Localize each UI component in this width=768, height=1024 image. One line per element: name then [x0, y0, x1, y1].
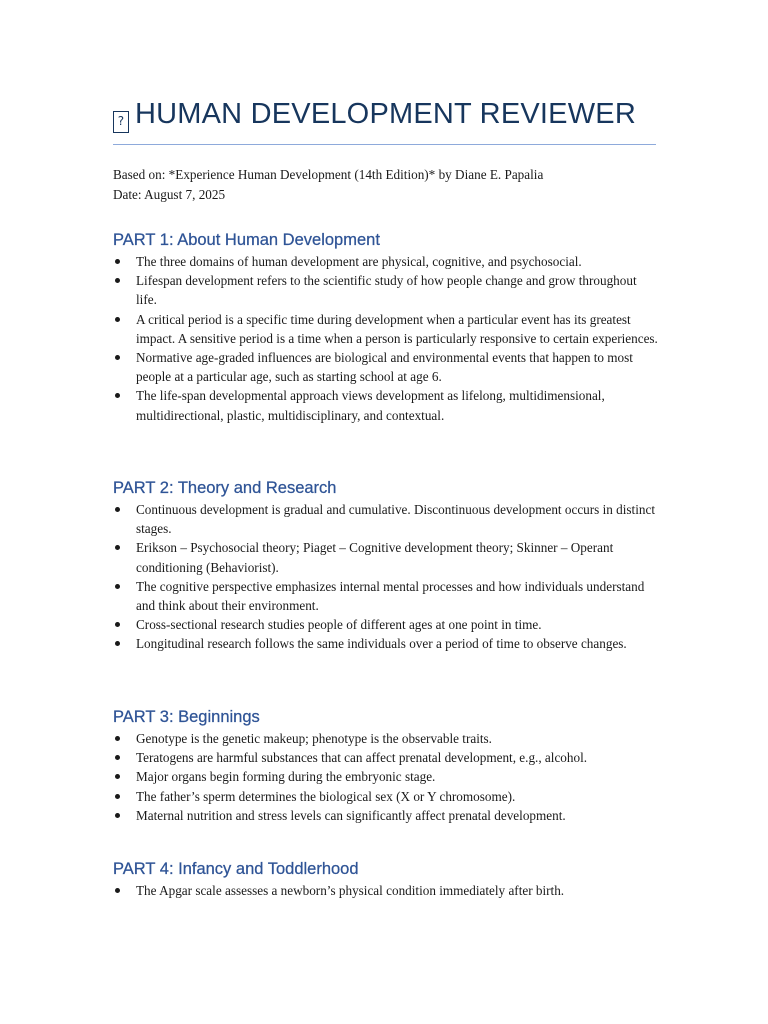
- list-item: The life-span developmental approach views development as lifelong, multidimensional, multidirectional, plastic, multidisciplinary, and contextual.: [113, 386, 658, 424]
- section-part-1: [113, 229, 658, 425]
- list-item: Normative age-graded influences are biological and environmental events that happen to most people at a particular age, such as starting school at age 6.: [113, 348, 658, 386]
- date-line: Date: August 7, 2025: [113, 186, 226, 202]
- list-item: Maternal nutrition and stress levels can significantly affect prenatal development.: [113, 806, 658, 825]
- section-part-3: [113, 706, 658, 825]
- list-item: Major organs begin forming during the embryonic stage.: [113, 767, 658, 786]
- list-item: Genotype is the genetic makeup; phenotype is the observable traits.: [113, 729, 658, 748]
- section-heading: PART 2: Theory and Research: [113, 479, 337, 497]
- section-part-4: [113, 858, 658, 900]
- title-block: [113, 94, 656, 145]
- list-item: Cross-sectional research studies people of different ages at one point in time.: [113, 615, 658, 634]
- bullet-list: [113, 252, 658, 425]
- list-item: Lifespan development refers to the scientific study of how people change and grow throughout life.: [113, 271, 658, 309]
- based-on-line: Based on: *Experience Human Development (14th Edition)* by Diane E. Papalia: [113, 167, 544, 182]
- section-heading: PART 4: Infancy and Toddlerhood: [113, 860, 359, 878]
- list-item: Continuous development is gradual and cumulative. Discontinuous development occurs in distinct stages.: [113, 500, 658, 538]
- list-item: The cognitive perspective emphasizes internal mental processes and how individuals understand and think about their environment.: [113, 577, 658, 615]
- bullet-list: [113, 881, 658, 900]
- list-item: A critical period is a specific time during development when a particular event has its greatest impact. A sensitive period is a time when a person is particularly responsive to certain experiences.: [113, 310, 658, 348]
- bullet-list: [113, 500, 658, 654]
- section-heading: PART 1: About Human Development: [113, 231, 380, 249]
- list-item: The three domains of human development are physical, cognitive, and psychosocial.: [113, 252, 658, 271]
- page-title-text: HUMAN DEVELOPMENT REVIEWER: [135, 98, 636, 130]
- page-title: [113, 94, 656, 134]
- document-meta: [113, 165, 656, 204]
- list-item: Erikson – Psychosocial theory; Piaget – Cognitive development theory; Skinner – Operant conditioning (Behaviorist).: [113, 538, 658, 576]
- list-item: The Apgar scale assesses a newborn’s physical condition immediately after birth.: [113, 881, 658, 900]
- list-item: Teratogens are harmful substances that can affect prenatal development, e.g., alcohol.: [113, 748, 658, 767]
- list-item: The father’s sperm determines the biological sex (X or Y chromosome).: [113, 787, 658, 806]
- section-part-2: [113, 477, 658, 654]
- bullet-list: [113, 729, 658, 825]
- list-item: Longitudinal research follows the same individuals over a period of time to observe changes.: [113, 634, 658, 653]
- section-heading: PART 3: Beginnings: [113, 708, 260, 726]
- missing-glyph-icon: ?: [113, 111, 129, 133]
